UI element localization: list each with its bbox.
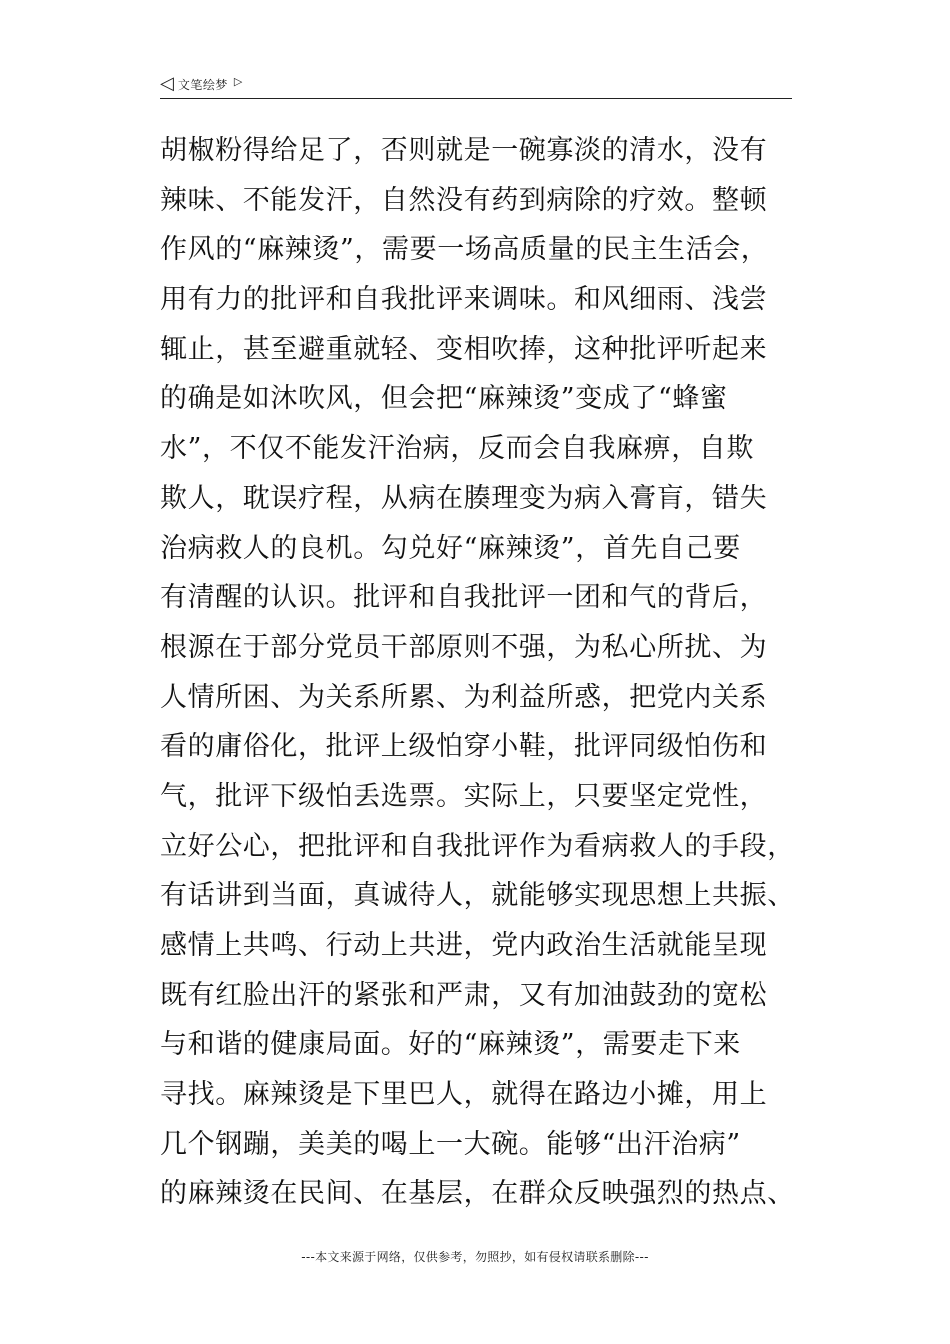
body-line: 气，批评下级怕丢选票。实际上，只要坚定党性， bbox=[160, 780, 768, 812]
body-line: 既有红脸出汗的紧张和严肃，又有加油鼓劲的宽松 bbox=[160, 979, 768, 1011]
body-line: 几个钢蹦，美美的喝上一大碗。能够“出汗治病” bbox=[160, 1128, 741, 1160]
body-line: 治病救人的良机。勾兑好“麻辣烫”，首先自己要 bbox=[160, 532, 741, 564]
body-line: 辣味、不能发汗，自然没有药到病除的疗效。整顿 bbox=[160, 184, 768, 216]
body-line: 人情所困、为关系所累、为利益所惑，把党内关系 bbox=[160, 681, 768, 713]
body-line: 感情上共鸣、行动上共进，党内政治生活就能呈现 bbox=[160, 930, 768, 961]
body-line: 欺人，耽误疗程，从病在腠理变为病入膏肓，错失 bbox=[160, 482, 768, 514]
body-line: 有话讲到当面，真诚待人，就能够实现思想上共振、 bbox=[160, 880, 795, 912]
body-line: 的麻辣烫在民间、在基层，在群众反映强烈的热点、 bbox=[160, 1178, 795, 1210]
body-line: 立好公心，把批评和自我批评作为看病救人的手段， bbox=[160, 830, 795, 862]
body-line: 与和谐的健康局面。好的“麻辣烫”，需要走下来 bbox=[160, 1029, 741, 1061]
body-line: 看的庸俗化，批评上级怕穿小鞋，批评同级怕伤和 bbox=[160, 731, 768, 763]
page-footer: ---本文来源于网络，仅供参考，勿照抄，如有侵权请联系删除--- bbox=[301, 1250, 649, 1264]
body-line: 用有力的批评和自我批评来调味。和风细雨、浅尝 bbox=[160, 284, 768, 316]
body-line: 水”，不仅不能发汗治病，反而会自我麻痹，自欺 bbox=[160, 433, 755, 465]
header-title: 文笔绘梦 bbox=[177, 77, 228, 92]
body-line: 的确是如沐吹风，但会把“麻辣烫”变成了“蜂蜜 bbox=[160, 383, 728, 415]
page-header bbox=[160, 70, 792, 99]
triangle-right-icon: ▷ bbox=[233, 74, 243, 88]
body-line: 作风的“麻辣烫”，需要一场高质量的民主生活会， bbox=[160, 234, 769, 266]
body-line: 有清醒的认识。批评和自我批评一团和气的背后， bbox=[160, 582, 768, 614]
article-body bbox=[160, 126, 820, 1219]
body-line: 根源在于部分党员干部原则不强，为私心所扰、为 bbox=[160, 631, 768, 663]
body-line: 寻找。麻辣烫是下里巴人，就得在路边小摊，用上 bbox=[160, 1079, 768, 1111]
triangle-left-icon: ◁ bbox=[160, 73, 174, 94]
body-line: 辄止，甚至避重就轻、变相吹捧，这种批评听起来 bbox=[160, 333, 768, 365]
body-line: 胡椒粉得给足了，否则就是一碗寡淡的清水，没有 bbox=[160, 135, 768, 166]
